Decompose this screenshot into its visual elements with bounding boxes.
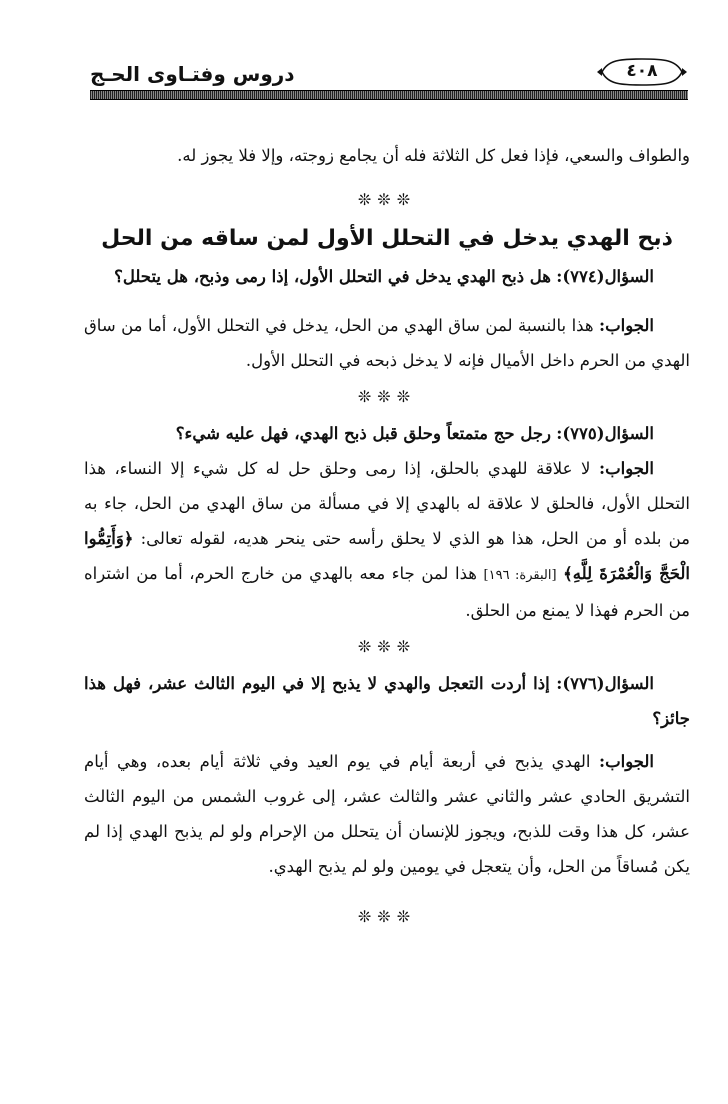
question-label: السؤال(٧٧٤): <box>556 267 654 286</box>
separator-stars: ❊❊❊ <box>357 190 417 209</box>
answer-text-continued: هذا لمن جاء معه بالهدي من خارج الحرم، أما من اشتراه من الحرم فهذا لا يمنع من الحلق. <box>84 564 690 620</box>
question-label: السؤال(٧٧٥): <box>556 424 654 443</box>
answer-text: لا علاقة للهدي بالحلق، إذا رمى وحلق حل له كل شيء إلا النساء، هذا التحلل الأول، فالحلق لا علاقة له بالهدي إلا في مسألة من ساق الهدي من الحل، جاء به من بلده أو من الحل، هذا هو الذي لا يحلق رأسه حتى ينحر هديه، لقوله تعالى: <box>84 459 690 548</box>
running-title: دروس وفتـاوى الحـج <box>90 62 295 86</box>
answer-text: الهدي يذبح في أربعة أيام في يوم العيد وفي ثلاثة أيام بعده، وهي أيام التشريق الحادي عشر والثاني عشر والثالث عشر، إلى غروب الشمس من اليوم الثالث عشر، كل هذا وقت للذبح، ويجوز للإنسان أن يتحلل من الإحرام ولو لم يذبح الهدي إذا لم يكن مُساقاً من الحل، وأن يتعجل في يومين ولو لم يذبح الهدي. <box>84 752 690 876</box>
question-text: إذا أردت التعجل والهدي لا يذبح إلا في اليوم الثالث عشر، فهل هذا جائز؟ <box>84 674 690 728</box>
separator-stars: ❊❊❊ <box>357 907 417 926</box>
quran-verse: ﴿وَأَتِمُّوا الْحَجَّ وَالْعُمْرَةَ لِلَّهِ﴾ <box>84 529 691 583</box>
page-number: ٤٠٨ <box>626 61 658 81</box>
separator-stars: ❊❊❊ <box>357 387 417 406</box>
answer-label: الجواب: <box>599 752 654 771</box>
question-text: هل ذبح الهدي يدخل في التحلل الأول، إذا رمى وذبح، هل يتحلل؟ <box>114 267 552 286</box>
question-776 <box>84 666 690 736</box>
intro-paragraph: والطواف والسعي، فإذا فعل كل الثلاثة فله أن يجامع زوجته، وإلا فلا يجوز له. <box>177 146 690 165</box>
section-heading: ذبح الهدي يدخل في التحلل الأول لمن ساقه من الحل <box>101 226 673 251</box>
answer-775 <box>84 451 690 628</box>
answer-label: الجواب: <box>599 459 654 478</box>
verse-reference: [البقرة: ١٩٦] <box>483 568 557 583</box>
question-text: رجل حج متمتعاً وحلق قبل ذبح الهدي، فهل عليه شيء؟ <box>175 424 552 443</box>
page-content <box>84 138 690 936</box>
answer-776 <box>84 744 690 884</box>
answer-774 <box>84 308 690 378</box>
question-774 <box>84 259 690 294</box>
page-number-badge <box>596 56 688 88</box>
answer-text: هذا بالنسبة لمن ساق الهدي من الحل، يدخل في التحلل الأول، أما من ساق الهدي من الحرم داخل الأميال فإنه لا يدخل ذبحه في التحلل الأول. <box>84 316 690 370</box>
separator-stars: ❊❊❊ <box>357 637 417 656</box>
page-header <box>90 52 688 102</box>
answer-label: الجواب: <box>599 316 654 335</box>
question-label: السؤال(٧٧٦): <box>556 674 654 693</box>
question-775 <box>84 416 690 451</box>
header-rule <box>90 90 688 100</box>
